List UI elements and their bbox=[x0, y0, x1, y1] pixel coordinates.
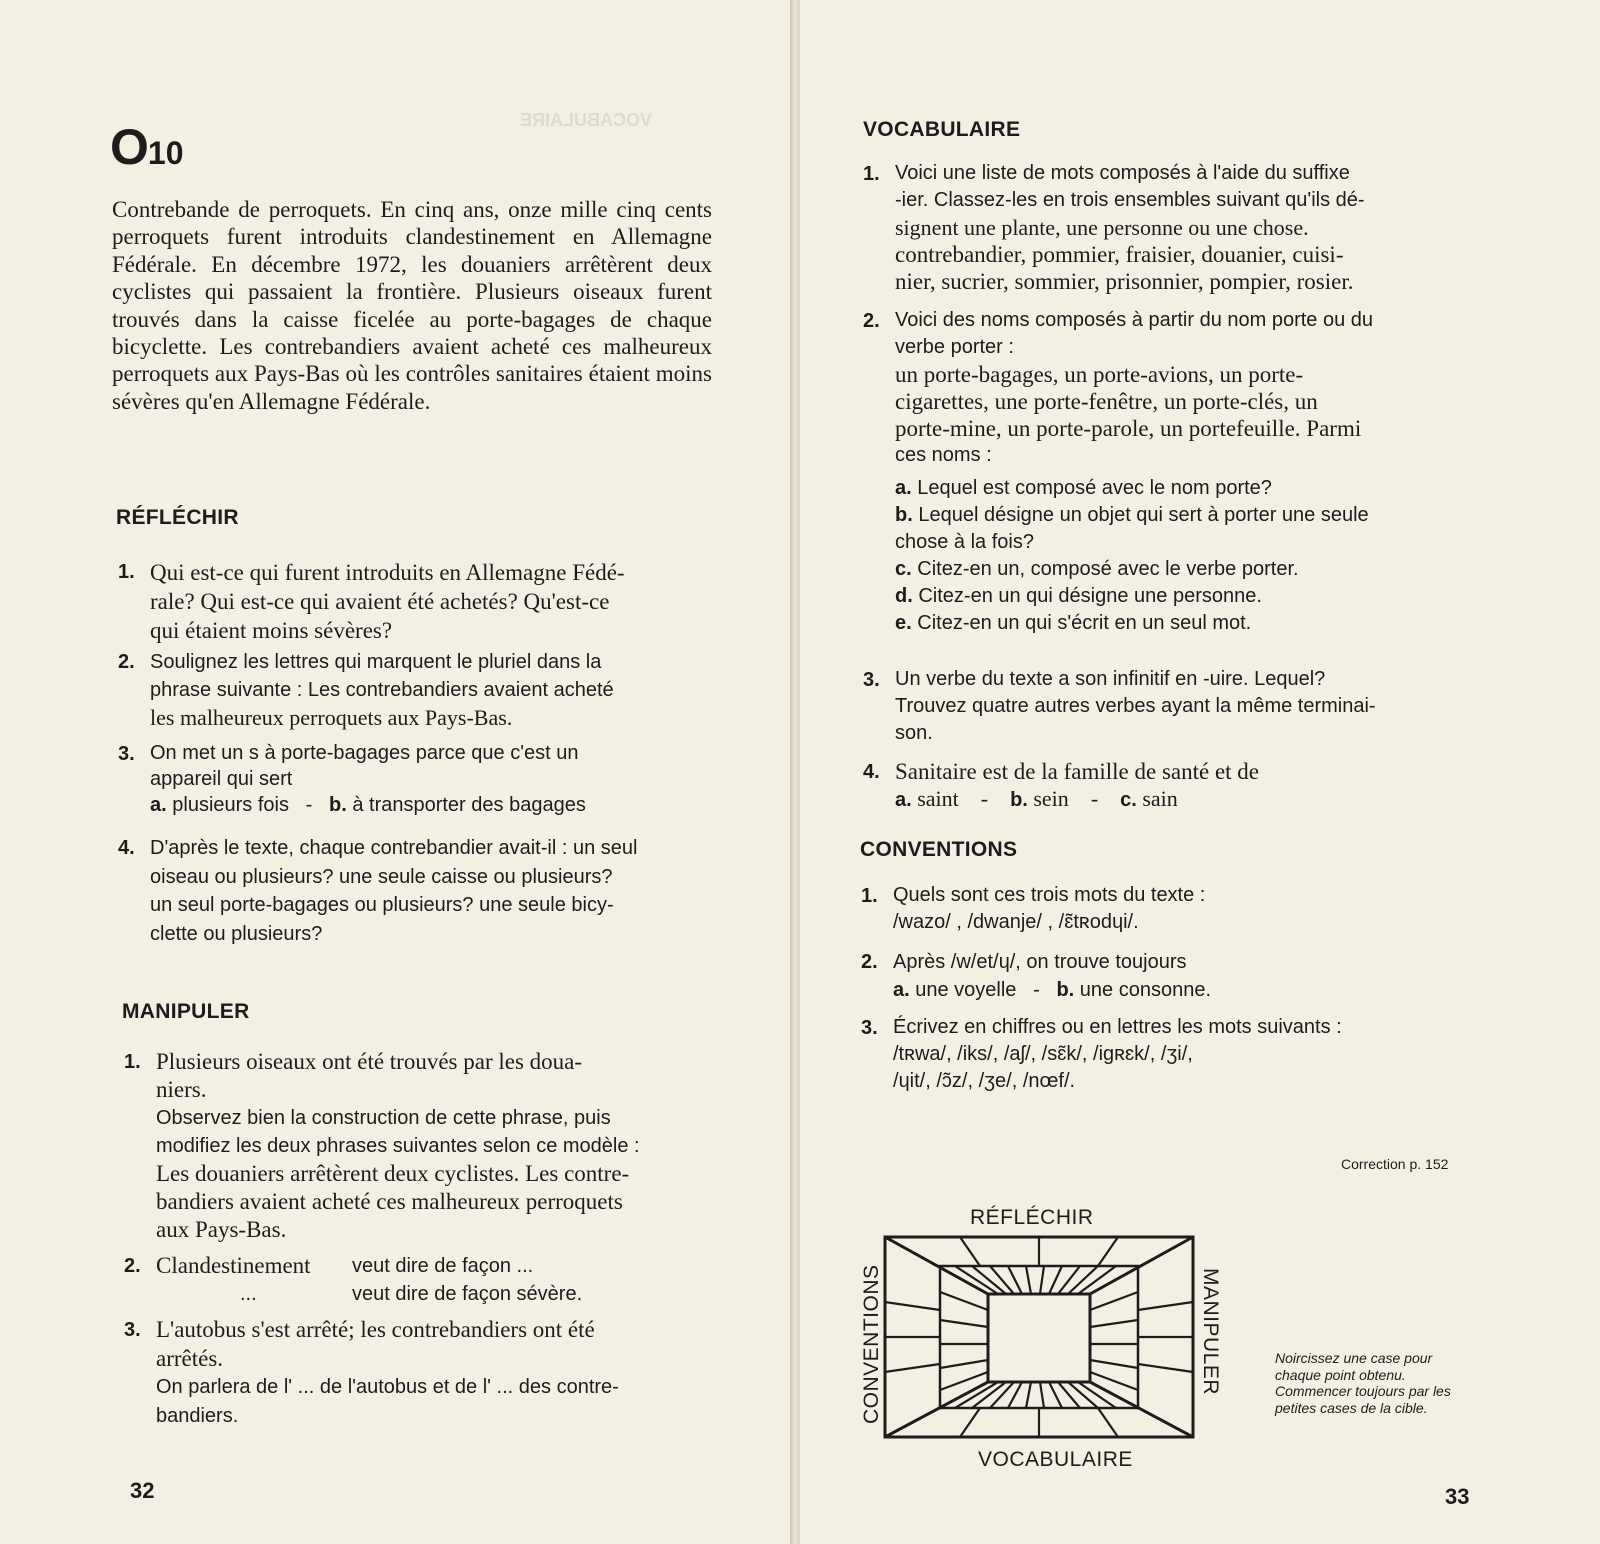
item-line: ... bbox=[240, 1283, 257, 1305]
section-heading-vocabulaire: VOCABULAIRE bbox=[863, 118, 1021, 141]
item-line: Un verbe du texte a son infinitif en -uire. Lequel? bbox=[895, 668, 1326, 690]
sub-question bbox=[895, 502, 1463, 529]
item-line: On parlera de l' ... de l'autobus et de l' ... des contre- bbox=[156, 1376, 619, 1398]
item-line: Quels sont ces trois mots du texte : bbox=[893, 884, 1206, 906]
item-line: rale? Qui est-ce qui avaient été achetés? Qu'est-ce bbox=[150, 589, 610, 614]
sub-question bbox=[895, 610, 1463, 637]
item-line: Trouvez quatre autres verbes ayant la même terminai- bbox=[895, 695, 1376, 717]
sub-label: d. bbox=[895, 585, 913, 607]
choice-label-c: c. bbox=[1120, 789, 1137, 811]
phonetic-line: /wazo/ , /dwanje/ , /ɛ̃tʀodɥi/. bbox=[893, 911, 1139, 933]
choice-separator: - bbox=[305, 794, 313, 816]
item-line: arrêtés. bbox=[156, 1345, 224, 1371]
choice-separator: - bbox=[980, 786, 989, 811]
choice-label-a: a. bbox=[893, 979, 910, 1001]
item-line: -ier. Classez-les en trois ensembles suivant qu'ils dé- bbox=[895, 189, 1365, 211]
item-number: 3. bbox=[861, 1017, 878, 1039]
choice-a: plusieurs fois bbox=[172, 794, 289, 816]
sub-question bbox=[895, 475, 1463, 502]
item-line: verbe porter : bbox=[895, 336, 1014, 358]
sub-text: Lequel désigne un objet qui sert à porter une seule bbox=[918, 504, 1369, 526]
target-instructions bbox=[1275, 1350, 1451, 1416]
bleed-through-text: VOCABULAIRE bbox=[520, 110, 653, 130]
choice-separator: - bbox=[1033, 979, 1040, 1001]
exercise-code-letter: O bbox=[110, 119, 148, 175]
sub-question-list bbox=[895, 475, 1463, 637]
section-heading-conventions: CONVENTIONS bbox=[860, 838, 1018, 861]
choice-separator: - bbox=[1090, 786, 1099, 811]
right-page bbox=[800, 0, 1600, 1544]
item-number: 3. bbox=[124, 1319, 141, 1341]
phonetic-line: /ɥit/, /ɔ̃z/, /ʒe/, /nœf/. bbox=[893, 1070, 1076, 1092]
target-center bbox=[988, 1294, 1090, 1382]
story-text bbox=[112, 196, 712, 415]
item-line: appareil qui sert bbox=[150, 768, 293, 790]
choice-b: à transporter des bagages bbox=[352, 794, 586, 816]
target-label-top: RÉFLÉCHIR bbox=[970, 1206, 1094, 1229]
choice-label-a: a. bbox=[895, 789, 912, 811]
sub-text: Citez-en un qui s'écrit en un seul mot. bbox=[917, 612, 1252, 634]
item-line: un porte-bagages, un porte-avions, un porte- bbox=[895, 362, 1304, 387]
item-line: un seul porte-bagages ou plusieurs? une seule bicy- bbox=[150, 894, 614, 916]
item-line: Qui est-ce qui furent introduits en Allemagne Fédé- bbox=[150, 560, 625, 585]
sub-label: e. bbox=[895, 612, 912, 634]
item-line: Voici une liste de mots composés à l'aide du suffixe bbox=[895, 162, 1350, 184]
sub-label: b. bbox=[895, 504, 913, 526]
item-line: veut dire de façon ... bbox=[352, 1255, 534, 1277]
note-line: Noircissez une case pour bbox=[1275, 1350, 1433, 1366]
item-choices bbox=[893, 976, 1461, 1004]
item-number: 4. bbox=[118, 837, 135, 859]
item-line: contrebandier, pommier, fraisier, douanier, cuisi- bbox=[895, 242, 1344, 267]
sub-text: Citez-en un, composé avec le verbe porter. bbox=[917, 558, 1299, 580]
exercise-code-number: 10 bbox=[147, 135, 184, 171]
item-line: L'autobus s'est arrêté; les contrebandiers ont été bbox=[156, 1317, 595, 1342]
item-number: 2. bbox=[863, 310, 880, 332]
choice-c: sain bbox=[1142, 786, 1178, 811]
item-line: Sanitaire est de la famille de santé et de bbox=[895, 759, 1260, 784]
note-line: chaque point obtenu. bbox=[1275, 1366, 1406, 1383]
item-line: Après /w/et/ɥ/, on trouve toujours bbox=[893, 951, 1187, 973]
item-number: 3. bbox=[118, 743, 135, 765]
item-line: bandiers. bbox=[156, 1404, 239, 1427]
note-line: petites cases de la cible. bbox=[1275, 1399, 1428, 1416]
item-choices bbox=[150, 792, 716, 818]
sub-question bbox=[895, 529, 1463, 556]
item-number: 2. bbox=[124, 1255, 141, 1277]
item-line: Plusieurs oiseaux ont été trouvés par les doua- bbox=[156, 1049, 583, 1074]
section-heading-manipuler: MANIPULER bbox=[122, 1000, 250, 1023]
item-number: 1. bbox=[863, 163, 880, 185]
target-label-left: CONVENTIONS bbox=[860, 1264, 883, 1424]
item-line: phrase suivante : Les contrebandiers avaient acheté bbox=[150, 679, 614, 701]
section-heading-reflechir: RÉFLÉCHIR bbox=[116, 506, 239, 529]
item-number: 4. bbox=[863, 761, 880, 783]
item-number: 2. bbox=[118, 651, 135, 673]
choice-a: une voyelle bbox=[915, 979, 1017, 1001]
target-ring bbox=[940, 1266, 1138, 1408]
choice-label-b: b. bbox=[1010, 789, 1028, 811]
choice-b: sein bbox=[1033, 786, 1069, 811]
item-line: Observez bien la construction de cette phrase, puis bbox=[156, 1107, 611, 1129]
item-number: 1. bbox=[118, 561, 135, 583]
sub-text: Citez-en un qui désigne une personne. bbox=[918, 585, 1262, 607]
item-number: 1. bbox=[124, 1051, 141, 1073]
item-line: les malheureux perroquets aux Pays-Bas. bbox=[150, 705, 513, 730]
choice-label-b: b. bbox=[1056, 979, 1075, 1001]
item-line: son. bbox=[895, 722, 933, 744]
story-body: En cinq ans, onze mille cinq cents perroquets furent introduits clandestinement en Allemagne Fédérale. En décembre 1972, les douaniers arrêtèrent deux cyclistes qui passaient la frontière. Plusieurs oiseaux furent trouvés dans la caisse ficelée au porte-bagages de chaque bicyclette. Les contrebandiers avaient acheté ces malheureux perroquets aux Pays-Bas où les contrôles sanitaires étaient moins sévères qu'en Allemagne Fédérale. bbox=[112, 197, 712, 414]
note-line: Commencer toujours par les bbox=[1275, 1383, 1451, 1399]
item-line: signent une plante, une personne ou une chose. bbox=[895, 215, 1309, 240]
item-line: Voici des noms composés à partir du nom porte ou du bbox=[895, 309, 1374, 331]
item-line: qui étaient moins sévères? bbox=[150, 618, 393, 643]
page-number: 32 bbox=[130, 1478, 155, 1503]
target-label-bottom: VOCABULAIRE bbox=[978, 1448, 1133, 1471]
item-line: porte-mine, un porte-parole, un portefeuille. Parmi bbox=[895, 416, 1362, 441]
item-line: On met un s à porte-bagages parce que c'est un bbox=[150, 742, 579, 764]
book-spine bbox=[790, 0, 800, 1544]
choice-b: une consonne. bbox=[1079, 979, 1212, 1001]
target-label-right: MANIPULER bbox=[1199, 1268, 1222, 1396]
item-line: veut dire de façon sévère. bbox=[352, 1283, 583, 1305]
item-line: Clandestinement bbox=[156, 1253, 311, 1278]
item-line: bandiers avaient acheté ces malheureux perroquets bbox=[156, 1189, 623, 1214]
item-number: 2. bbox=[861, 951, 878, 973]
sub-text: chose à la fois? bbox=[895, 531, 1034, 553]
item-line: Soulignez les lettres qui marquent le pluriel dans la bbox=[150, 651, 602, 673]
item-line: oiseau ou plusieurs? une seule caisse ou plusieurs? bbox=[150, 865, 613, 888]
exercise-code bbox=[110, 118, 184, 176]
sub-label: a. bbox=[895, 477, 912, 499]
item-line: nier, sucrier, sommier, prisonnier, pompier, rosier. bbox=[895, 269, 1354, 294]
correction-reference: Correction p. 152 bbox=[1341, 1156, 1449, 1172]
item-line: Les douaniers arrêtèrent deux cyclistes. Les contre- bbox=[156, 1161, 630, 1186]
item-line: clette ou plusieurs? bbox=[150, 922, 323, 945]
item-line: cigarettes, une porte-fenêtre, un porte-clés, un bbox=[895, 389, 1318, 414]
sub-label: c. bbox=[895, 558, 912, 580]
item-number: 3. bbox=[863, 669, 880, 691]
item-line: ces noms : bbox=[895, 444, 992, 466]
left-page bbox=[0, 0, 790, 1544]
item-line: niers. bbox=[156, 1077, 207, 1102]
page-number: 33 bbox=[1445, 1484, 1470, 1509]
item-line: modifiez les deux phrases suivantes selon ce modèle : bbox=[156, 1135, 640, 1157]
item-line: Écrivez en chiffres ou en lettres les mots suivants : bbox=[893, 1016, 1342, 1038]
item-line: aux Pays-Bas. bbox=[156, 1217, 287, 1242]
sub-question bbox=[895, 556, 1463, 583]
story-lead: Contrebande de perroquets. bbox=[112, 197, 372, 222]
sub-text: Lequel est composé avec le nom porte? bbox=[917, 477, 1272, 499]
item-choices bbox=[895, 785, 1463, 814]
choice-label-a: a. bbox=[150, 794, 167, 816]
target-diagram bbox=[880, 1232, 1198, 1442]
phonetic-line: /tʀwa/, /iks/, /aʃ/, /sɛ̃k/, /igʀɛk/, /ʒi/, bbox=[893, 1043, 1193, 1065]
sub-question bbox=[895, 583, 1463, 610]
item-number: 1. bbox=[861, 885, 878, 907]
item-line: D'après le texte, chaque contrebandier avait-il : un seul bbox=[150, 837, 638, 859]
choice-label-b: b. bbox=[328, 794, 347, 816]
choice-a: saint bbox=[917, 786, 959, 811]
